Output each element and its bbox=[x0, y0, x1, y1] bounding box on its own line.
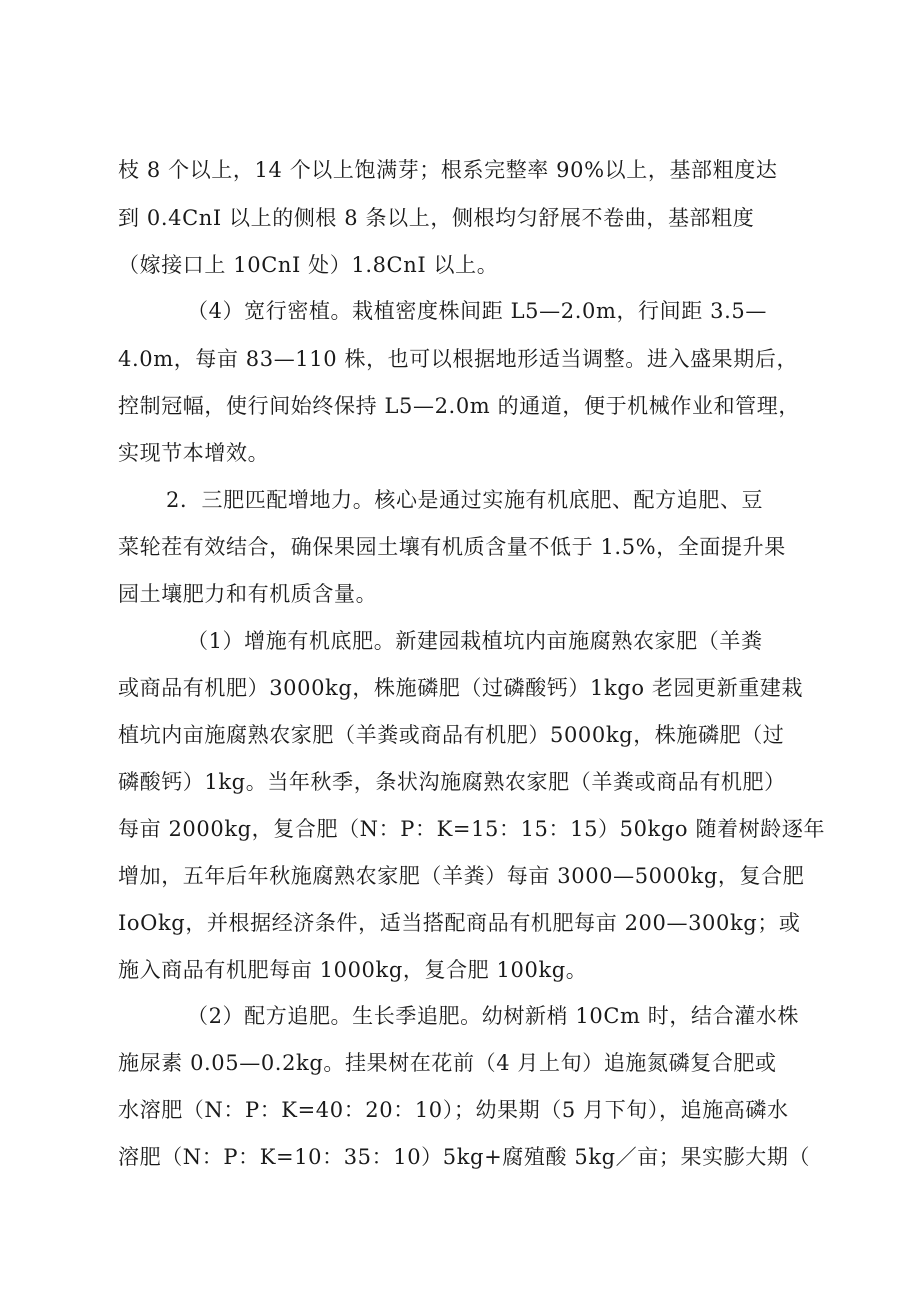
text-line: 植坑内亩施腐熟农家肥（羊粪或商品有机肥）5000kg，株施磷肥（过 bbox=[118, 723, 785, 747]
text-line: 水溶肥（N：P：K=40：20：10）；幼果期（5 月下旬），追施高磷水 bbox=[118, 1098, 789, 1122]
text-line: IoOkg，并根据经济条件，适当搭配商品有机肥每亩 200—300kg；或 bbox=[118, 911, 801, 935]
text-line: 或商品有机肥）3000kg，株施磷肥（过磷酸钙）1kgo 老园更新重建栽 bbox=[118, 676, 804, 700]
text-line: （1）增施有机底肥。新建园栽植坑内亩施腐熟农家肥（羊粪 bbox=[187, 629, 763, 653]
text-line: 溶肥（N：P：K=10：35：10）5kg+腐殖酸 5kg／亩；果实膨大期（ bbox=[118, 1145, 811, 1169]
text-line: 施入商品有机肥每亩 1000kg，复合肥 100kg。 bbox=[118, 958, 588, 982]
text-line: 磷酸钙）1kg。当年秋季，条状沟施腐熟农家肥（羊粪或商品有机肥） bbox=[118, 770, 786, 794]
text-line: 园土壤肥力和有机质含量。 bbox=[118, 582, 378, 606]
text-line: （嫁接口上 10CnI 处）1.8CnI 以上。 bbox=[118, 253, 499, 277]
text-line: 每亩 2000kg，复合肥（N：P：K=15：15：15）50kgo 随着树龄逐年 bbox=[118, 817, 826, 841]
text-line: 枝 8 个以上，14 个以上饱满芽；根系完整率 90%以上，基部粗度达 bbox=[118, 158, 778, 182]
text-line: 4.0m，每亩 83—110 株，也可以根据地形适当调整。进入盛果期后， bbox=[118, 347, 799, 371]
text-line: 到 0.4CnI 以上的侧根 8 条以上，侧根均匀舒展不卷曲，基部粗度 bbox=[118, 206, 755, 230]
text-line: 控制冠幅，使行间始终保持 L5—2.0m 的通道，便于机械作业和管理， bbox=[118, 394, 800, 418]
text-line: （4）宽行密植。栽植密度株间距 L5—2.0m，行间距 3.5— bbox=[187, 299, 767, 323]
text-line: 实现节本增效。 bbox=[118, 441, 270, 465]
text-line: 菜轮茬有效结合，确保果园土壤有机质含量不低于 1.5%，全面提升果 bbox=[118, 535, 786, 559]
text-line: （2）配方追肥。生长季追肥。幼树新梢 10Cm 时，结合灌水株 bbox=[187, 1004, 800, 1028]
text-line: 增加，五年后年秋施腐熟农家肥（羊粪）每亩 3000—5000kg，复合肥 bbox=[118, 864, 805, 888]
text-line: 2．三肥匹配增地力。核心是通过实施有机底肥、配方追肥、豆 bbox=[166, 488, 764, 512]
text-line: 施尿素 0.05—0.2kg。挂果树在花前（4 月上旬）追施氮磷复合肥或 bbox=[118, 1051, 777, 1075]
